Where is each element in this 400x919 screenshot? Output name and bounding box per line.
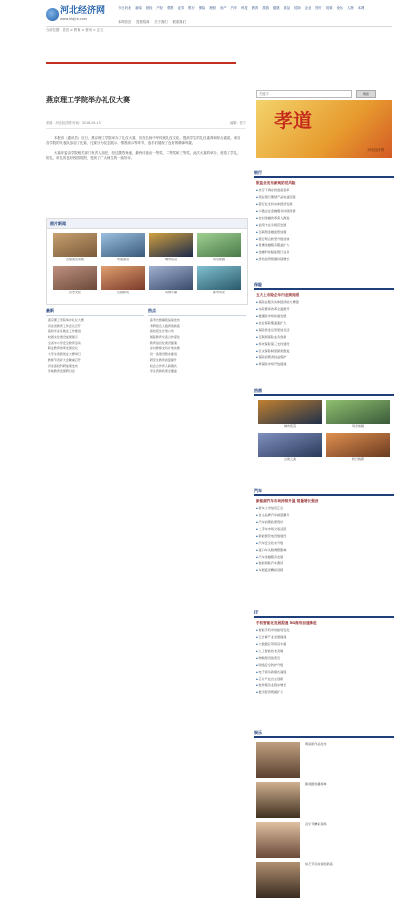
sidebar-list-item[interactable]: ▪ 车险费率改革全面推开	[254, 306, 394, 313]
sidebar-list-item[interactable]: ▪ 巨灾保险制度探索推进	[254, 348, 394, 355]
nav-link[interactable]: 观察	[166, 6, 174, 10]
hot-pic-thumbnail[interactable]	[258, 433, 322, 457]
nav-link[interactable]: 产经	[156, 6, 163, 10]
ent-item[interactable]	[256, 742, 392, 778]
list-item[interactable]: · 高考志愿填报指南发布	[148, 318, 246, 324]
sidebar-list-item[interactable]: ▪ 云计算产业发展提速	[254, 634, 394, 641]
photo-grid	[47, 229, 247, 299]
list-item[interactable]: · 燕京理工学院举办礼仪大赛	[46, 318, 144, 324]
list-item[interactable]: · 教育信息化建设提速	[148, 341, 246, 347]
article-source: 来源：河北经济网 时间：2016-05-13	[46, 121, 101, 125]
hot-pic-caption: 风光如画	[351, 424, 364, 428]
insurance-section	[254, 282, 394, 368]
promo-caption: 河北经济网	[367, 147, 384, 152]
list-item[interactable]: · 学生资助政策全覆盖	[148, 369, 246, 375]
nav-link[interactable]: 证券	[177, 6, 185, 10]
ent-list	[254, 742, 394, 898]
sidebar-list-item[interactable]: ▪ 人工智能技术突破	[254, 648, 394, 655]
sidebar-list-item[interactable]: ▪ 养老保险第三支柱建设	[254, 341, 394, 348]
article-paragraph: 大赛评委由学院相关部门负责人担任，经过激烈角逐，最终评选出一等奖、二等奖和三等奖。此次大赛的举办，营造了学礼、知礼、用礼的良好校园氛围，受到了广大师生的一致好评。	[46, 150, 241, 160]
sidebar-list-item[interactable]: ▪ 小微企业金融服务持续改善	[254, 208, 394, 215]
nav-link[interactable]: 汽车	[230, 6, 238, 10]
photo-caption: 古装美女亮相	[65, 258, 84, 261]
it-section	[254, 610, 394, 696]
nav-link[interactable]: 科技	[241, 6, 248, 10]
list-item[interactable]: · 研究生教育质量提升	[148, 358, 246, 364]
subnav-link[interactable]: 本网首页	[118, 20, 132, 24]
bank-heading: 银行	[254, 170, 394, 178]
hot-pic-caption: 古建之美	[283, 456, 296, 461]
it-heading: IT	[254, 610, 394, 618]
sidebar-list-item[interactable]: ▪ 物联网设备普及	[254, 655, 394, 662]
sidebar-list-item[interactable]: ▪ 车展盛况精彩回顾	[254, 567, 394, 574]
ent-thumbnail[interactable]	[256, 862, 300, 898]
sidebar-list-item[interactable]: ▪ 新车上市信息汇总	[254, 505, 394, 512]
photo-item[interactable]	[101, 233, 145, 262]
hot-list	[148, 308, 246, 375]
photo-news-heading: 图片新闻	[47, 219, 247, 229]
auto-section	[254, 488, 394, 574]
nav-link[interactable]: 企业	[304, 6, 312, 10]
photo-thumbnail[interactable]	[197, 266, 241, 290]
sidebar-list-item[interactable]: ▪ 汽车安全技术升级	[254, 540, 394, 547]
ent-caption: 影视剧热播榜单	[305, 782, 327, 786]
list-item[interactable]: · 双一流建设稳步推进	[148, 352, 246, 358]
logo-domain: www.hbjjrb.com	[60, 17, 88, 21]
sidebar-list-item[interactable]: ▪ 互联网保险业务创新	[254, 334, 394, 341]
sidebar-list-item[interactable]: ▪ 进口车关税调整影响	[254, 547, 394, 554]
sidebar-list-item[interactable]: ▪ 自主品牌汽车销量攀升	[254, 512, 394, 519]
top-nav	[118, 6, 394, 20]
hot-pic-item[interactable]	[258, 433, 322, 462]
article-meta	[46, 121, 246, 129]
photo-thumbnail[interactable]	[149, 233, 193, 257]
sidebar-list-item[interactable]: ▪ 汽车消费政策利好	[254, 519, 394, 526]
nav-link[interactable]: 招商	[294, 6, 301, 10]
list-item[interactable]: · 高校招生计划公布	[148, 329, 246, 335]
nav-link[interactable]: 食品	[283, 6, 291, 10]
photo-news	[46, 218, 248, 305]
bank-headline[interactable]: 银监会发布新规防范风险	[256, 181, 296, 185]
hot-pic-item[interactable]	[258, 400, 322, 429]
photo-thumbnail[interactable]	[53, 266, 97, 290]
ent-caption: 音乐节精彩现场	[305, 822, 327, 826]
sidebar-list-item[interactable]: ▪ 保险资金运用更加灵活	[254, 327, 394, 334]
sidebar-list-item[interactable]: ▪ 农村金融改革深入推进	[254, 215, 394, 222]
photo-thumbnail[interactable]	[53, 233, 97, 257]
article-title: 燕京理工学院举办礼仪大赛	[46, 95, 130, 104]
photo-caption: 城市夜景	[164, 258, 177, 261]
list-item[interactable]: · 高校毕业生就业工作推进	[46, 329, 144, 335]
sidebar-list-item[interactable]: ▪ 金融科技赋能银行业务	[254, 249, 394, 256]
news-lists	[46, 308, 246, 375]
photo-item[interactable]	[149, 266, 193, 295]
photo-caption: 古韵新风	[116, 290, 129, 294]
photo-caption: 历史文化	[68, 290, 81, 294]
ent-caption: 明星新作品发布	[305, 742, 327, 746]
nav-link[interactable]: 理财	[209, 6, 216, 10]
photo-item[interactable]	[197, 266, 241, 295]
sidebar-list-item[interactable]: ▪ 智能手机市场格局变化	[254, 627, 394, 634]
nav-link[interactable]: 新闻	[135, 6, 142, 10]
photo-caption: 奇观美景	[116, 258, 129, 261]
auto-headline[interactable]: 新能源汽车市场持续升温 销量增长强劲	[256, 499, 319, 503]
photo-thumbnail[interactable]	[101, 233, 145, 257]
search-input[interactable]: 关键字	[256, 90, 352, 98]
sidebar-list-item[interactable]: ▪ 银行网点转型升级加快	[254, 236, 394, 243]
photo-caption: 都市风光	[212, 290, 225, 294]
list-item[interactable]: · 教师节表彰大会隆重召开	[46, 358, 144, 364]
latest-list	[46, 308, 144, 375]
article-body	[46, 136, 242, 165]
logo-text: 河北经济网	[60, 6, 106, 16]
breadcrumb: 当前位置：首页 > 教育 > 资讯 > 正文	[46, 28, 104, 32]
sidebar-list-item[interactable]: ▪ 保险消费者权益保护	[254, 354, 394, 361]
list-item[interactable]: · 大学生创新创业大赛举行	[46, 352, 144, 358]
sidebar-list-item[interactable]: ▪ 银行业支持实体经济发展	[254, 201, 394, 208]
hot-pics-grid	[254, 396, 394, 466]
it-headline[interactable]: 手机智能化发展提速 5G商用加速推进	[256, 621, 317, 625]
hot-pic-caption: 城市夜景	[283, 424, 296, 428]
photo-caption: 风景如画	[212, 258, 225, 261]
list-item[interactable]: · 职业教育改革发展论坛	[46, 346, 144, 352]
list-item[interactable]: · 河北省教育工作会议召开	[46, 324, 144, 330]
sidebar-list-item[interactable]: ▪ 农业保险覆盖面扩大	[254, 320, 394, 327]
sidebar-list-item[interactable]: ▪ 大数据应用场景丰富	[254, 641, 394, 648]
list-item[interactable]: · 校企合作育人新模式	[148, 364, 246, 370]
sidebar-list-item[interactable]: ▪ 商业银行理财产品收益回落	[254, 194, 394, 201]
search-box	[256, 90, 392, 99]
sidebar-list-item[interactable]: ▪ 芯片产业自主创新	[254, 676, 394, 683]
list-item[interactable]: · 学前教育发展研讨会	[46, 369, 144, 375]
sidebar-list-item[interactable]: ▪ 数字经济规模扩大	[254, 689, 394, 696]
article-paragraph: 本报讯（通讯员）近日，燕京理工学院举办了礼仪大赛，旨在弘扬中华传统礼仪文化，提高学生的礼仪素养和综合素质。来自各学院的代表队参加了比赛，比赛分为仪态展示、情景演示等环节，选手们展现了良好的精神风貌。	[46, 136, 241, 146]
sidebar-list-item[interactable]: ▪ 软件服务业稳步增长	[254, 682, 394, 689]
main-content	[46, 70, 246, 750]
search-button[interactable]: 搜索	[356, 90, 376, 98]
hot-pic-item[interactable]	[326, 400, 390, 429]
nav-link[interactable]: 本网	[357, 6, 365, 10]
ent-heading: 娱乐	[254, 730, 394, 738]
list-item[interactable]: · 考研报名人数再创新高	[148, 324, 246, 330]
hot-heading: 热点	[148, 308, 246, 316]
ad-strip	[46, 62, 236, 64]
ent-section	[254, 730, 394, 902]
nav-link[interactable]: 图片	[315, 6, 322, 10]
sidebar-list-item[interactable]: ▪ 健康险市场快速发展	[254, 313, 394, 320]
sub-nav	[118, 20, 288, 24]
promo-banner[interactable]	[256, 100, 392, 158]
sidebar-list-item[interactable]: ▪ 互联网金融监管加强	[254, 229, 394, 236]
list-item[interactable]: · 全省中小学安全教育活动	[46, 341, 144, 347]
sidebar-list-item[interactable]: ▪ 智能网联汽车测试	[254, 560, 394, 567]
hot-pics-section	[254, 388, 394, 466]
hot-pic-item[interactable]	[326, 433, 390, 462]
insurance-headline[interactable]: 五大上市险企年内业绩亮眼	[256, 293, 300, 297]
sidebar-list-item[interactable]: ▪ 保险业服务实体经济能力增强	[254, 299, 394, 306]
nav-link[interactable]: 银行	[188, 6, 195, 10]
header-divider	[46, 26, 392, 27]
sidebar	[254, 70, 394, 916]
list-item[interactable]: · 国际教育交流合作深化	[148, 335, 246, 341]
photo-thumbnail[interactable]	[101, 266, 145, 290]
promo-title: 孝道	[274, 110, 313, 132]
ent-item[interactable]	[256, 822, 392, 858]
sidebar-list-item[interactable]: ▪ 二手车市场交易活跃	[254, 526, 394, 533]
hot-pic-thumbnail[interactable]	[326, 400, 390, 424]
site-logo[interactable]	[46, 5, 112, 23]
ent-item[interactable]	[256, 782, 392, 818]
latest-heading: 最新	[46, 308, 144, 316]
sidebar-list-item[interactable]: ▪ 信用卡业务规范发展	[254, 222, 394, 229]
sidebar-list-item[interactable]: ▪ 网络安全防护升级	[254, 662, 394, 669]
hot-pic-thumbnail[interactable]	[326, 433, 390, 457]
ent-thumbnail[interactable]	[256, 822, 300, 858]
photo-caption: 风情小镇	[164, 290, 177, 294]
nav-link[interactable]: 视频	[325, 6, 333, 10]
ent-caption: 综艺节目收视创新高	[305, 862, 333, 866]
photo-thumbnail[interactable]	[149, 266, 193, 290]
nav-link[interactable]: 健康	[272, 6, 280, 10]
nav-link[interactable]: 论坛	[336, 6, 344, 10]
insurance-heading: 保险	[254, 282, 394, 290]
article-editor: 编辑：张宁	[230, 121, 246, 125]
subnav-link[interactable]: 投资招商	[136, 20, 150, 24]
photo-item[interactable]	[149, 233, 193, 262]
sidebar-list-item[interactable]: ▪ 普惠金融服务覆盖扩大	[254, 242, 394, 249]
sidebar-list-item[interactable]: ▪ 汽车金融服务发展	[254, 554, 394, 561]
list-item[interactable]: · 河北高校科研成果发布	[46, 364, 144, 370]
photo-thumbnail[interactable]	[197, 233, 241, 257]
sidebar-list-item[interactable]: ▪ 新能源充电设施建设	[254, 533, 394, 540]
bank-section	[254, 170, 394, 263]
subnav-link[interactable]: 关于我们	[154, 20, 168, 24]
sidebar-list-item[interactable]: ▪ 绿色信贷规模持续增长	[254, 256, 394, 263]
hot-pic-thumbnail[interactable]	[258, 400, 322, 424]
auto-heading: 汽车	[254, 488, 394, 496]
photo-item[interactable]	[101, 266, 145, 295]
photo-item[interactable]	[197, 233, 241, 262]
nav-link[interactable]: 人物	[347, 6, 354, 10]
sidebar-list-item[interactable]: ▪ 再保险市场开放提速	[254, 361, 394, 368]
nav-link[interactable]: 财经	[145, 6, 153, 10]
nav-link[interactable]: 旅游	[262, 6, 269, 10]
sidebar-list-item[interactable]: ▪ 央行下调存款准备金率	[254, 187, 394, 194]
nav-link[interactable]: 教育	[251, 6, 259, 10]
nav-link[interactable]: 今日河北	[118, 6, 132, 10]
list-item[interactable]: · 校园文化建设成果展示	[46, 335, 144, 341]
photo-item[interactable]	[53, 233, 97, 262]
photo-item[interactable]	[53, 266, 97, 295]
sidebar-list-item[interactable]: ▪ 电子商务新模式涌现	[254, 669, 394, 676]
hot-pics-heading: 热图	[254, 388, 394, 396]
hot-pic-caption: 秋日晚霞	[351, 456, 364, 461]
ent-item[interactable]	[256, 862, 392, 898]
nav-link[interactable]: 房产	[219, 6, 227, 10]
list-item[interactable]: · 乡村教师支持计划实施	[148, 346, 246, 352]
ent-thumbnail[interactable]	[256, 782, 300, 818]
ent-thumbnail[interactable]	[256, 742, 300, 778]
logo-icon	[46, 8, 59, 21]
nav-link[interactable]: 保险	[198, 6, 206, 10]
subnav-link[interactable]: 联系我们	[172, 20, 186, 24]
